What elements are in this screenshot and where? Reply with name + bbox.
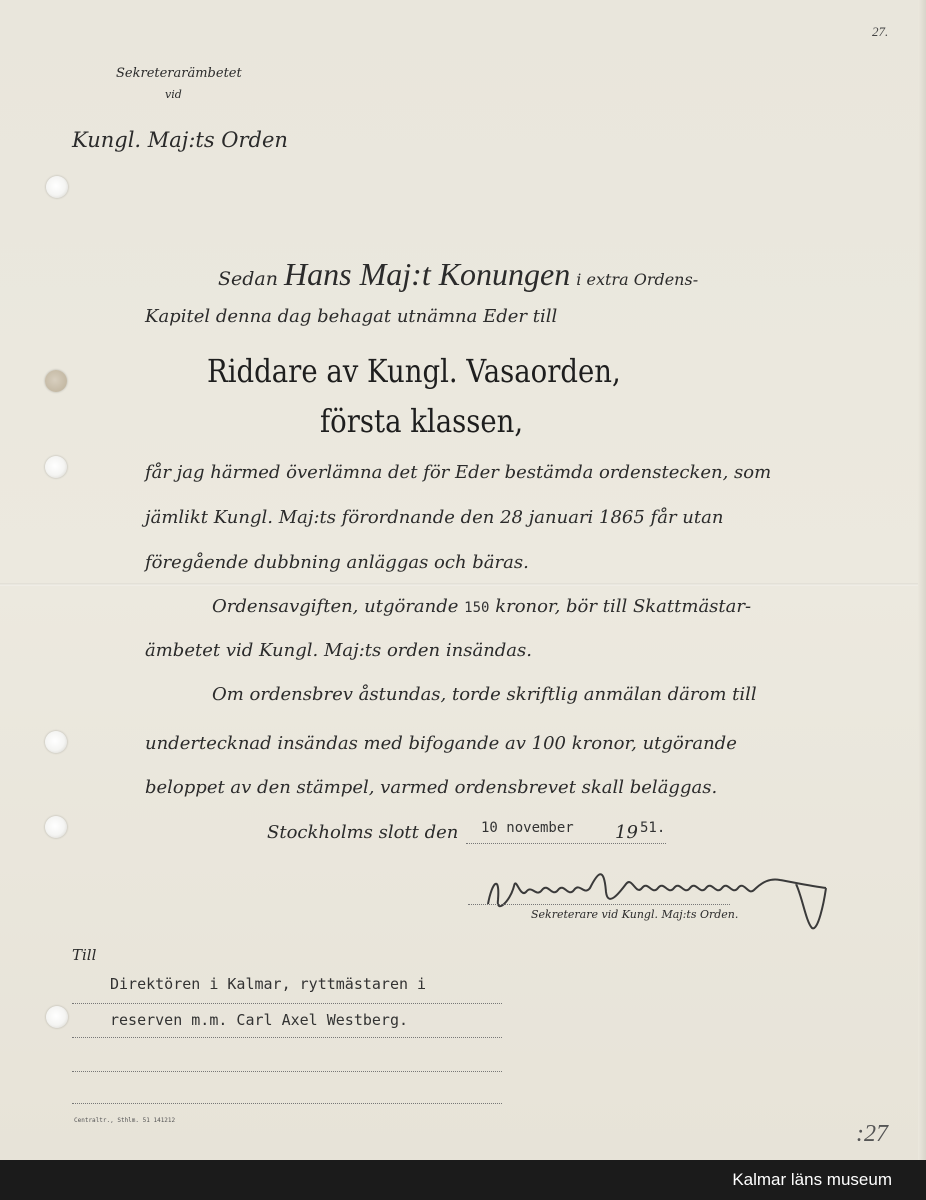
- page-number-top: 27.: [872, 24, 889, 39]
- date-day-month: 10 november: [481, 820, 574, 836]
- footer-credit: Kalmar läns museum: [732, 1170, 892, 1189]
- recipient-line-2: reserven m.m. Carl Axel Westberg.: [110, 1011, 409, 1029]
- paragraph-3-line-2: undertecknad insändas med bifogande av 100 kronor, utgörande: [145, 733, 737, 754]
- punch-hole: [45, 456, 67, 478]
- paragraph-1-line-2: jämlikt Kungl. Maj:ts förordnande den 28 januari 1865 får utan: [145, 507, 724, 528]
- recipient-underline-4: [72, 1103, 502, 1104]
- date-year-suffix: 51.: [640, 820, 666, 836]
- fold-line: [0, 583, 926, 586]
- punch-hole: [45, 816, 67, 838]
- intro-prefix: Sedan: [218, 268, 278, 290]
- signature-underline: [468, 904, 730, 905]
- paragraph-3-line-1: Om ordensbrev åstundas, torde skriftlig anmälan därom till: [212, 684, 757, 705]
- date-year-prefix: 19: [615, 822, 638, 843]
- paragraph-3-line-3: beloppet av den stämpel, varmed ordensbrevet skall beläggas.: [145, 777, 718, 798]
- footer-bar: [0, 1160, 926, 1200]
- header-office: Sekreterarämbetet: [116, 66, 242, 81]
- header-order: Kungl. Maj:ts Orden: [72, 128, 288, 152]
- page-number-bottom: :27: [856, 1121, 888, 1147]
- paragraph-2-line-2: ämbetet vid Kungl. Maj:ts orden insändas.: [145, 640, 532, 661]
- recipient-label: Till: [72, 946, 97, 964]
- intro-line: [218, 256, 698, 293]
- order-title-2: första klassen,: [320, 402, 524, 440]
- printer-note: Centraltr., Sthlm. 51 141212: [74, 1117, 176, 1124]
- fee-amount: 150: [464, 600, 490, 616]
- order-title-1: Riddare av Kungl. Vasaorden,: [207, 352, 621, 390]
- signature-caption: Sekreterare vid Kungl. Maj:ts Orden.: [531, 908, 739, 921]
- punch-hole: [46, 1006, 68, 1028]
- date-prefix: Stockholms slott den: [267, 822, 459, 843]
- paragraph-1-line-1: får jag härmed överlämna det för Eder bestämda ordenstecken, som: [145, 462, 772, 483]
- punch-hole: [45, 370, 67, 392]
- paragraph-2-line-1: [212, 596, 751, 617]
- intro-line-2: Kapitel denna dag behagat utnämna Eder till: [145, 306, 558, 327]
- intro-script: Hans Maj:t Konungen: [284, 256, 571, 292]
- paragraph-1-line-3: föregående dubbning anläggas och bäras.: [145, 552, 529, 573]
- fee-text: kronor, bör till Skattmästar-: [495, 596, 752, 617]
- paper-edge: [918, 0, 926, 1160]
- recipient-underline-1: [72, 1003, 502, 1004]
- recipient-underline-3: [72, 1071, 502, 1072]
- recipient-line-1: Direktören i Kalmar, ryttmästaren i: [110, 975, 427, 993]
- recipient-underline-2: [72, 1037, 502, 1038]
- punch-hole: [45, 731, 67, 753]
- header-vid: vid: [165, 88, 182, 101]
- fee-label: Ordensavgiften, utgörande: [212, 596, 459, 617]
- signature-svg: [480, 862, 880, 938]
- intro-suffix: i extra Ordens-: [576, 270, 699, 289]
- date-underline: [466, 843, 666, 844]
- punch-hole: [46, 176, 68, 198]
